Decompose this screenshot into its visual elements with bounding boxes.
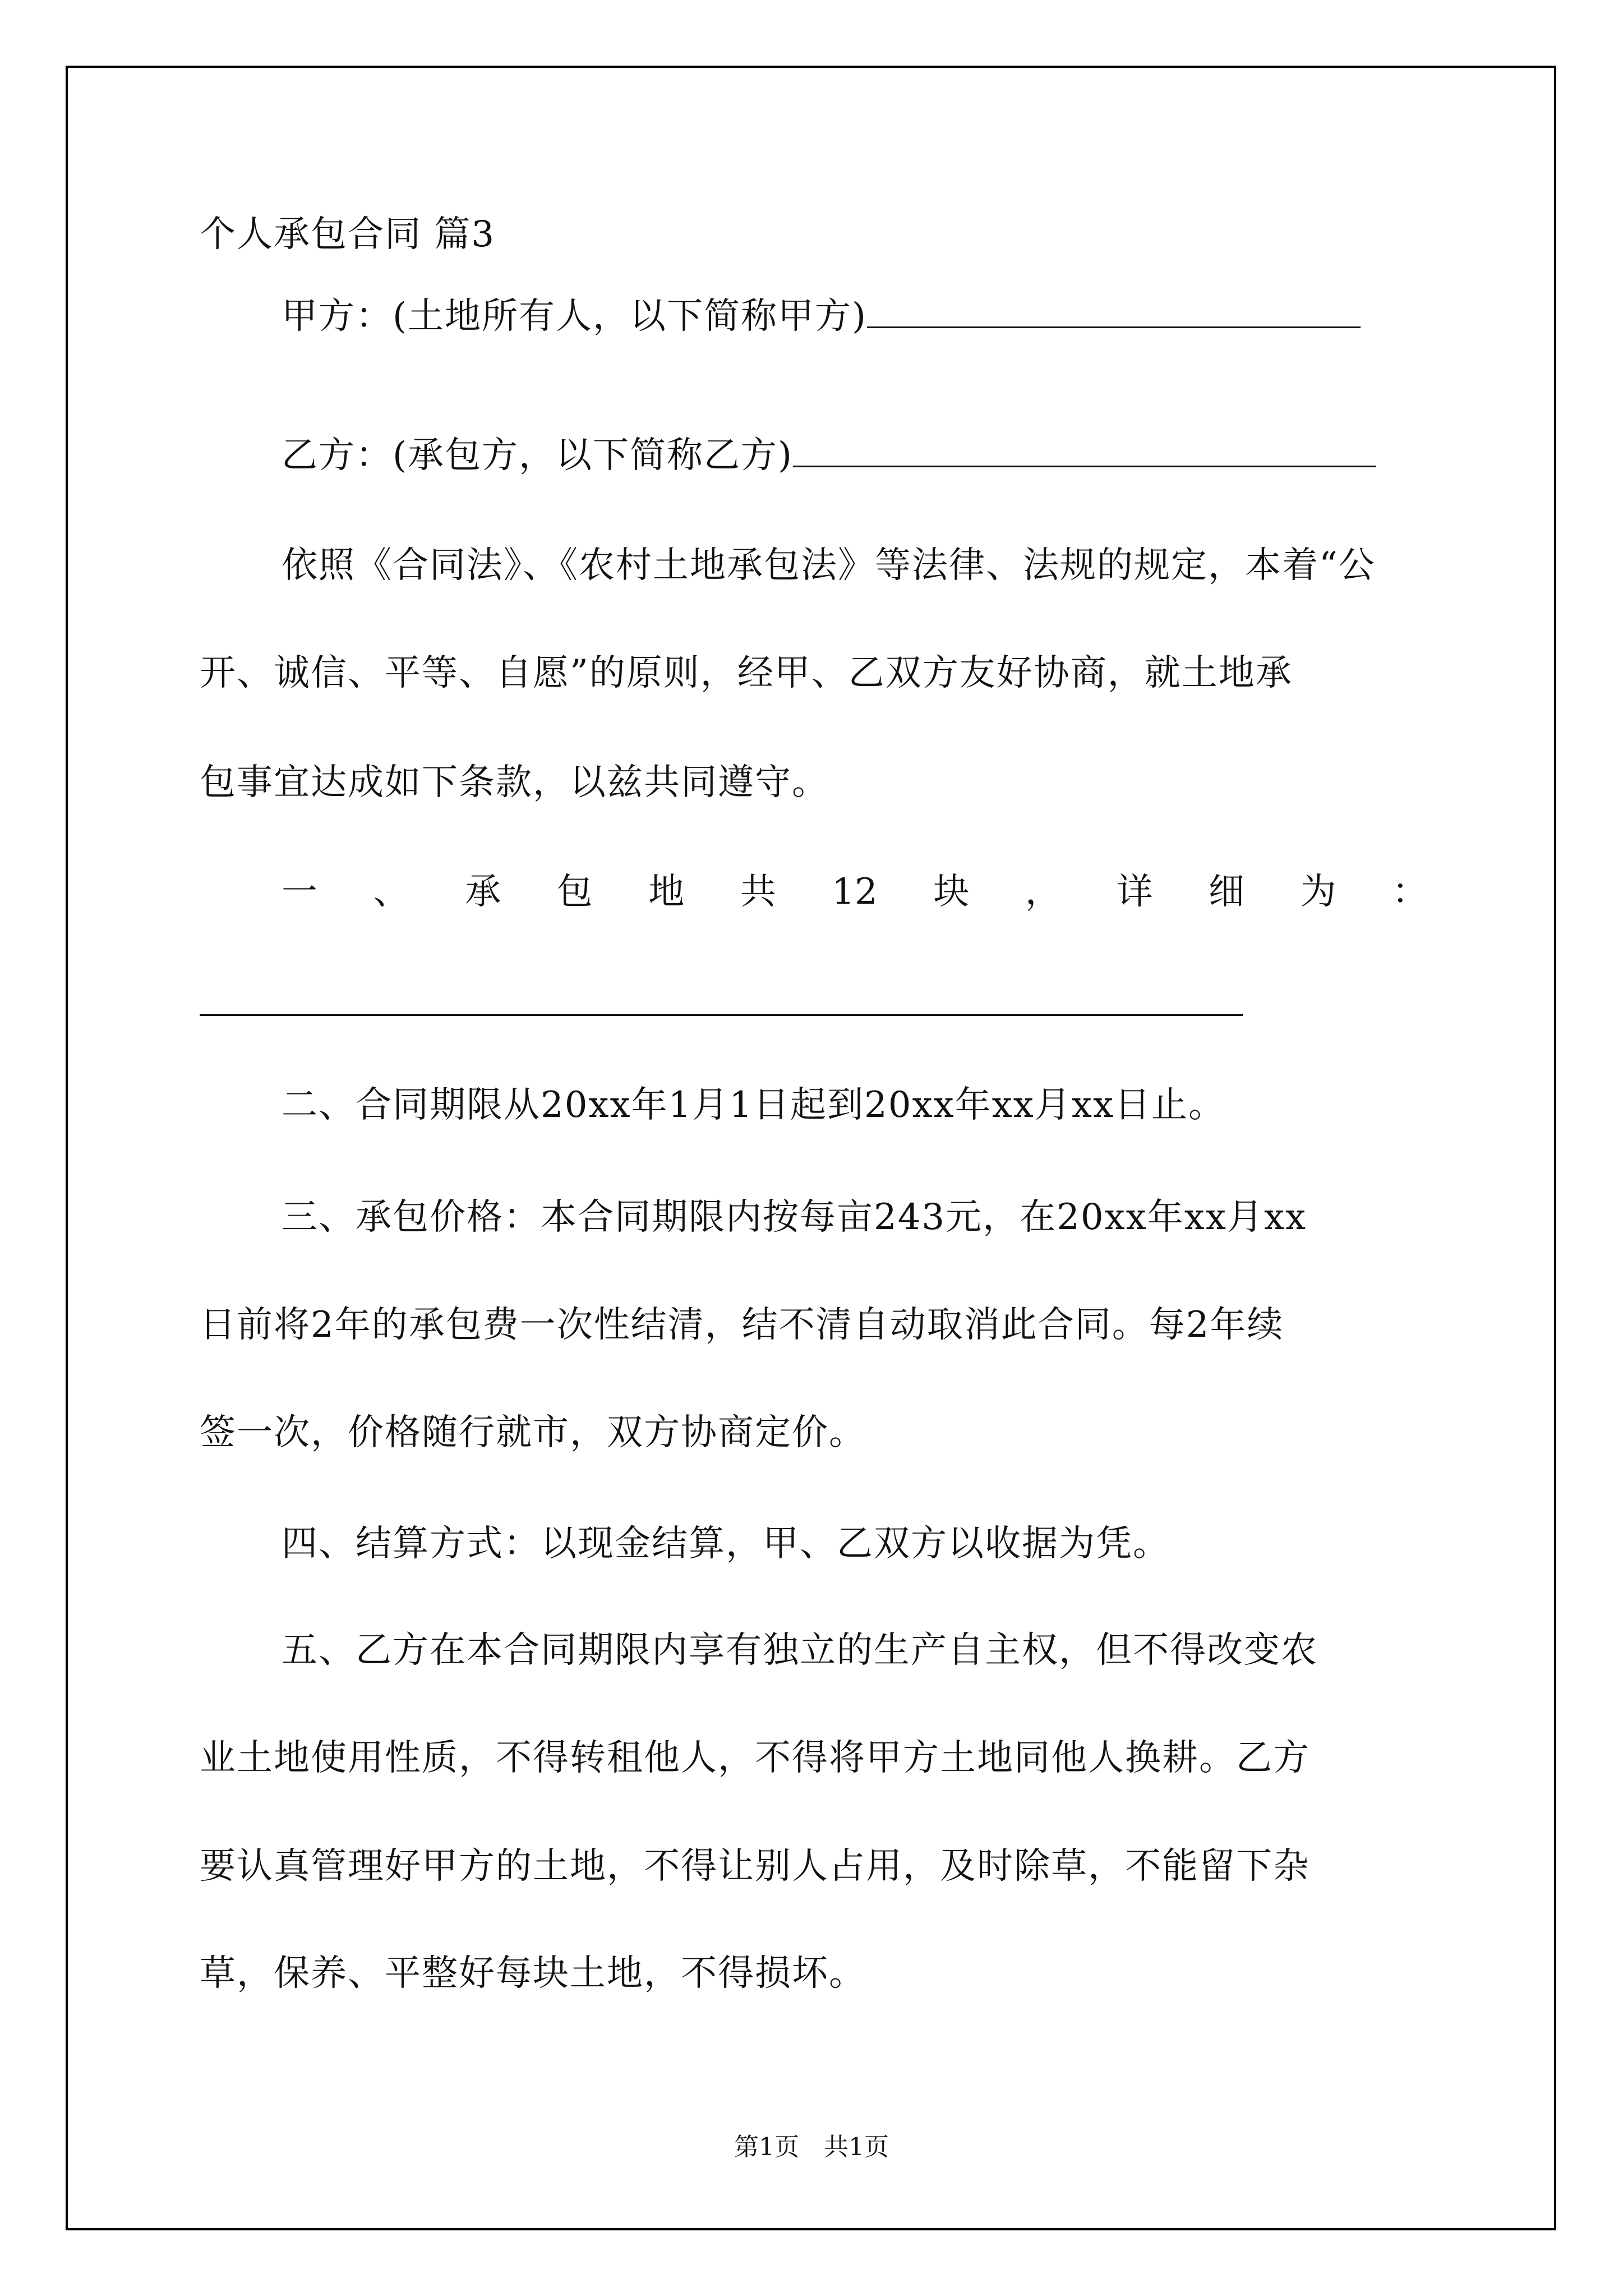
clause-5-line-2: 业土地使用性质，不得转租他人，不得将甲方土地同他人换耕。乙方 [200, 1737, 1310, 1779]
intro-line-2: 开、诚信、平等、自愿”的原则，经甲、乙双方友好协商，就土地承 [200, 652, 1293, 694]
clause-5-line-4: 草，保养、平整好每块土地，不得损坏。 [200, 1953, 866, 1994]
clause-4-line: 四、结算方式：以现金结算，甲、乙双方以收据为凭。 [282, 1523, 1170, 1565]
clause-3-line-2: 日前将2年的承包费一次性结清，结不清自动取消此合同。每2年续 [200, 1304, 1284, 1346]
clause-1-part: 共 [740, 871, 776, 913]
clause-1-part: 地 [648, 871, 685, 913]
clause-1-part: 细 [1208, 871, 1244, 913]
page-footer: 第1页 共1页 [734, 2133, 889, 2161]
clause-3-line-1: 三、承包价格：本合同期限内按每亩243元，在20xx年xx月xx [282, 1197, 1307, 1238]
clause-1-part: 一 [282, 871, 317, 913]
clause-1-part: 12 [832, 871, 878, 913]
page-border [66, 66, 1556, 2230]
clause-1-part: 包 [556, 871, 593, 913]
clause-5-line-1: 五、乙方在本合同期限内享有独立的生产自主权，但不得改变农 [282, 1630, 1318, 1671]
clause-1-part: 承 [465, 871, 501, 913]
clause-1-part: 为 [1300, 871, 1336, 913]
clause-1-part: ： [1392, 871, 1428, 913]
clause-1-part: 详 [1117, 871, 1153, 913]
party-b-blank [793, 432, 1376, 467]
clause-3-line-3: 签一次，价格随行就市，双方协商定价。 [200, 1412, 866, 1453]
party-b-line [282, 432, 1428, 478]
clause-5-line-3: 要认真管理好甲方的土地，不得让别人占用，及时除草，不能留下杂 [200, 1846, 1310, 1887]
party-a-label: 甲方：(土地所有人，以下简称甲方) [282, 296, 867, 337]
party-a-blank [867, 293, 1361, 328]
clause-1-part: ， [1025, 871, 1061, 913]
intro-line-3: 包事宜达成如下条款，以兹共同遵守。 [200, 762, 829, 803]
document-title: 个人承包合同 篇3 [200, 214, 496, 255]
clause-1-part: 块 [933, 871, 970, 913]
clause-1-line [282, 869, 1428, 914]
clause-1-blank-line [200, 1014, 1243, 1016]
clause-2-line: 二、合同期限从20xx年1月1日起到20xx年xx月xx日止。 [282, 1084, 1226, 1126]
intro-line-1: 依照《合同法》、《农村土地承包法》等法律、法规的规定，本着“公 [282, 545, 1376, 586]
party-a-line [282, 293, 1428, 339]
party-b-label: 乙方：(承包方，以下简称乙方) [282, 435, 793, 476]
clause-1-part: 、 [373, 871, 409, 913]
